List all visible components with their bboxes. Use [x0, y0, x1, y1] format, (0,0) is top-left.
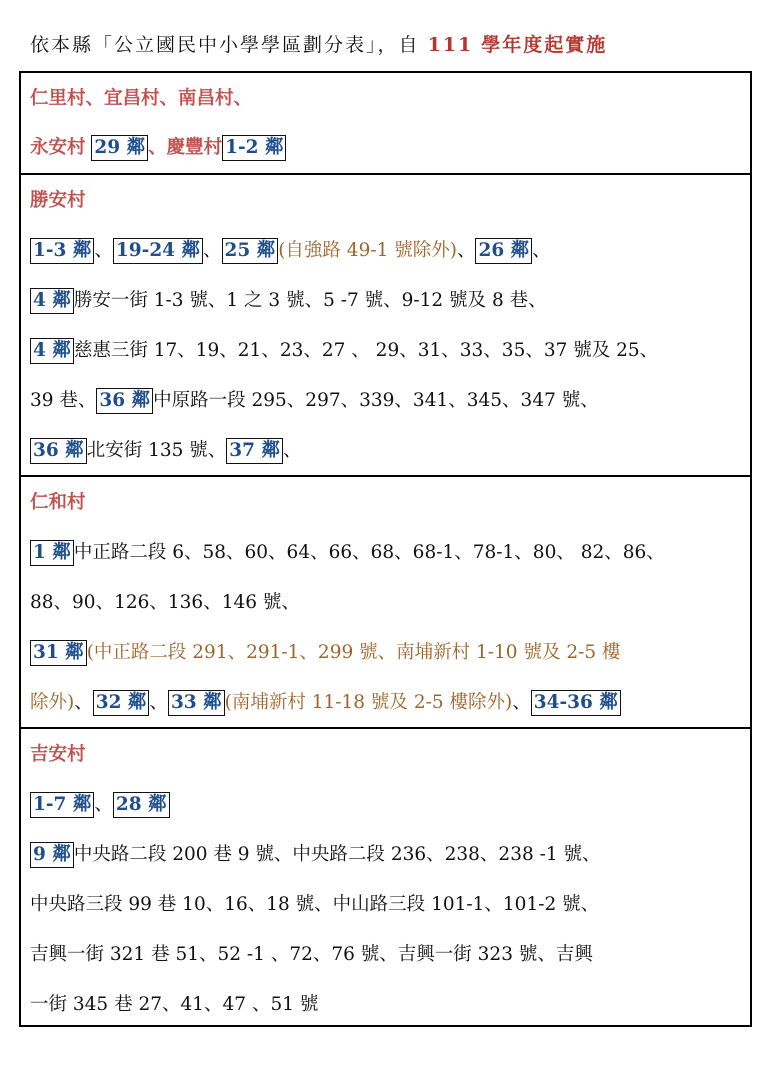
jian-line-1	[30, 790, 746, 820]
neighborhood-box: 1-7 鄰	[30, 792, 94, 818]
neighborhood-box: 9 鄰	[30, 842, 74, 868]
renli-villages: 仁里村、宜昌村、南昌村、	[30, 88, 253, 109]
exclusion-note: (中正路二段 291、291-1、299 號、南埔新村 1-10 號及 2-5 樓	[86, 642, 621, 663]
exclusion-note: (自強路 49-1 號除外)	[278, 240, 457, 261]
address-text: 中央路二段 200 巷 9 號、中央路二段 236、238、238 -1 號、	[73, 844, 601, 865]
neighborhood-box: 25 鄰	[222, 238, 279, 264]
neighborhood-box: 19-24 鄰	[113, 238, 203, 264]
neighborhood-box: 32 鄰	[93, 690, 150, 716]
heading-prefix: 依本縣「公立國民中小學學區劃分表」，自	[30, 34, 420, 56]
exclusion-note: 除外)	[30, 692, 75, 713]
renhe-line-3	[30, 638, 746, 668]
separator: 、	[456, 240, 476, 261]
neighborhood-box: 26 鄰	[475, 238, 532, 264]
address-text: 勝安一街 1-3 號、1 之 3 號、5 -7 號、9-12 號及 8 巷、	[73, 290, 547, 311]
neighborhood-box: 34-36 鄰	[531, 690, 621, 716]
section-renli	[21, 73, 750, 173]
separator: 、	[532, 240, 551, 261]
separator: 、	[149, 692, 168, 713]
section-jian	[21, 727, 750, 1027]
jian-line-2	[30, 840, 746, 870]
neighborhood-box: 1-3 鄰	[30, 238, 94, 264]
separator: 、	[282, 440, 302, 461]
shengan-line-1	[30, 236, 746, 266]
jian-title: 吉安村	[30, 744, 86, 765]
address-text: 中央路三段 99 巷 10、16、18 號、中山路三段 101-1、101-2 號、	[30, 894, 600, 915]
qingfeng-village: 、慶豐村	[148, 137, 223, 158]
neighborhood-box: 1-2 鄰	[222, 135, 286, 161]
district-table	[19, 71, 752, 1027]
address-text: 北安街 135 號、	[86, 440, 227, 461]
separator: 、	[512, 692, 531, 713]
neighborhood-box: 4 鄰	[30, 288, 74, 314]
jian-line-3	[30, 890, 746, 920]
neighborhood-box: 31 鄰	[30, 640, 87, 666]
neighborhood-box: 37 鄰	[226, 438, 283, 464]
shengan-title: 勝安村	[30, 190, 86, 211]
section-renhe	[21, 475, 750, 729]
section-shengan	[21, 173, 750, 477]
address-text: 吉興一街 321 巷 51、52 -1 、72、76 號、吉興一街 323 號、吉興	[30, 944, 593, 965]
heading-suffix: 學年度起實施	[481, 34, 608, 56]
address-text: 中原路一段 295、297、339、341、345、347 號、	[153, 390, 599, 411]
neighborhood-box: 28 鄰	[113, 792, 170, 818]
separator: 、	[94, 794, 113, 815]
neighborhood-box: 29 鄰	[91, 135, 148, 161]
exclusion-note: (南埔新村 11-18 號及 2-5 樓除外)	[224, 692, 513, 713]
neighborhood-box: 1 鄰	[30, 540, 74, 566]
renhe-line-1	[30, 538, 746, 568]
address-text: 一街 345 巷 27、41、47 、51 號	[30, 994, 319, 1015]
shengan-line-5	[30, 436, 746, 466]
shengan-title-line	[30, 186, 746, 216]
separator: 、	[203, 240, 222, 261]
separator: 、	[94, 240, 113, 261]
address-text: 中正路二段 6、58、60、64、66、68、68-1、78-1、80、 82、86、	[73, 542, 665, 563]
renli-line-2	[30, 133, 746, 163]
shengan-line-3	[30, 336, 746, 366]
jian-line-4	[30, 940, 746, 970]
renli-line-1	[30, 84, 746, 114]
shengan-line-2	[30, 286, 746, 316]
renhe-title-line	[30, 488, 746, 518]
neighborhood-box: 4 鄰	[30, 338, 74, 364]
renhe-line-2	[30, 588, 746, 618]
renhe-line-4	[30, 688, 746, 718]
separator: 、	[74, 692, 93, 713]
renhe-title: 仁和村	[30, 492, 86, 513]
jian-title-line	[30, 740, 746, 770]
heading-year: 111	[427, 34, 474, 56]
address-text: 39 巷、	[30, 390, 97, 411]
yongan-village: 永安村	[30, 137, 86, 158]
document-heading	[30, 30, 607, 57]
jian-line-5	[30, 990, 746, 1020]
shengan-line-4	[30, 386, 746, 416]
address-text: 88、90、126、136、146 號、	[30, 592, 300, 613]
neighborhood-box: 36 鄰	[96, 388, 153, 414]
neighborhood-box: 33 鄰	[168, 690, 225, 716]
address-text: 慈惠三街 17、19、21、23、27 、 29、31、33、35、37 號及 25、	[73, 340, 659, 361]
neighborhood-box: 36 鄰	[30, 438, 87, 464]
